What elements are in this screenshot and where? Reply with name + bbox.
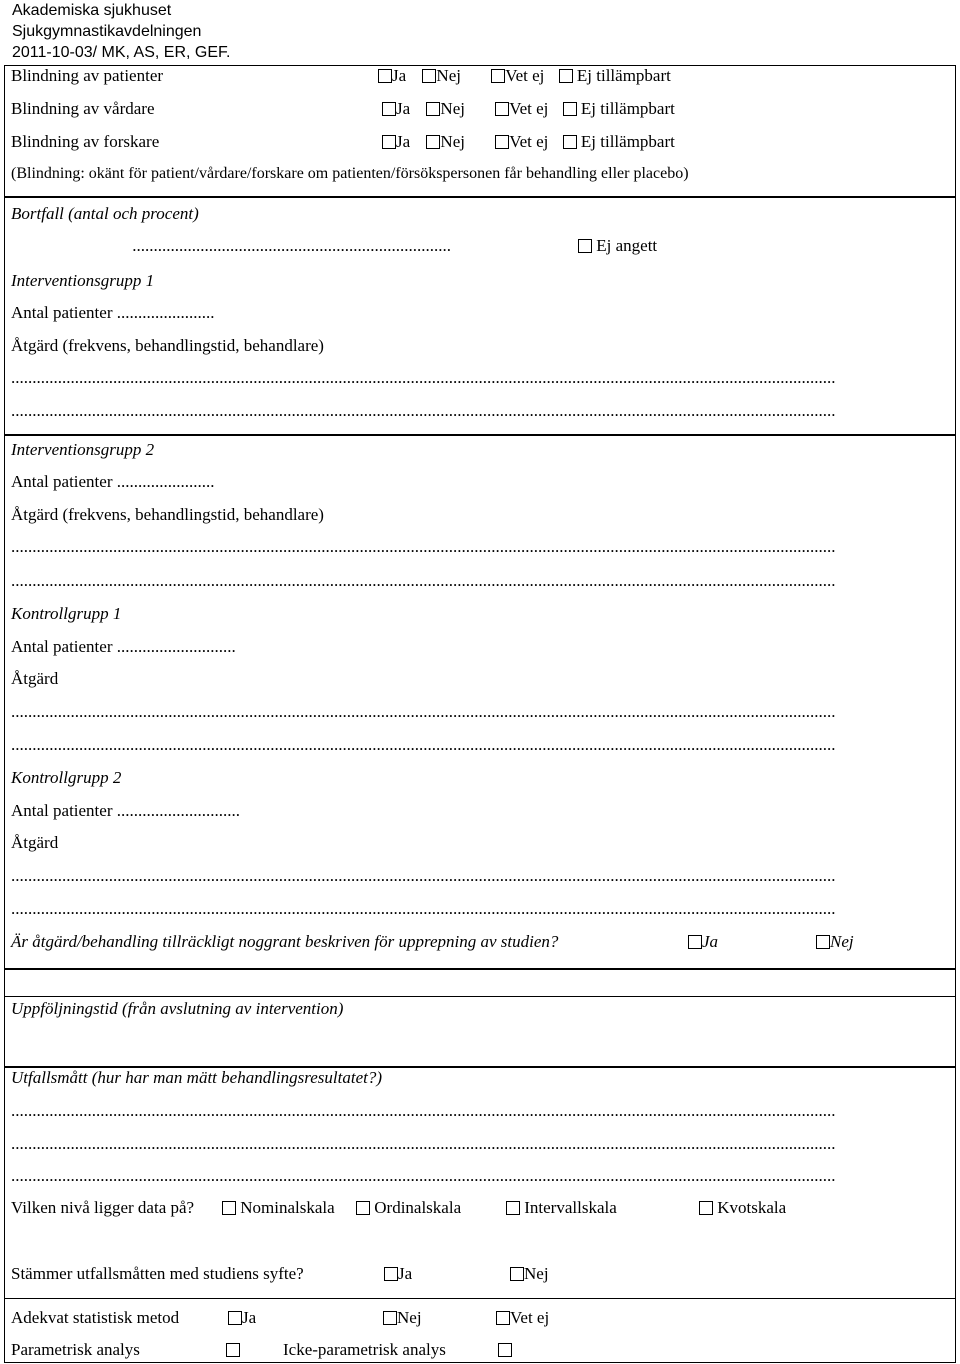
checkbox-ja[interactable]	[382, 102, 396, 116]
checkbox-nej[interactable]	[426, 135, 440, 149]
checkbox-nej[interactable]	[816, 935, 830, 949]
nonparametric-checkbox-wrap	[498, 1340, 512, 1360]
replication-question: Är åtgärd/behandling tillräckligt noggrant beskriven för upprepning av studien?	[11, 932, 559, 951]
kg1-title: Kontrollgrupp 1	[11, 604, 122, 623]
checkbox-ej-tillampbart[interactable]	[559, 69, 573, 83]
checkbox-nej[interactable]	[426, 102, 440, 116]
blinding-note: (Blindning: okänt för patient/vårdare/forskare om patienten/försökspersonen får behandling eller placebo)	[11, 165, 689, 182]
stats-vet-ej: Vet ej	[496, 1308, 549, 1328]
dropout-not-stated: Ej angett	[578, 236, 657, 256]
checkbox-nonparametric[interactable]	[498, 1343, 512, 1357]
kg1-antal[interactable]: Antal patienter ............................	[11, 637, 236, 656]
replication-nej: Nej	[816, 932, 854, 952]
org-name: Akademiska sjukhuset	[12, 2, 172, 19]
kg2-atgard: Åtgärd	[11, 833, 59, 852]
ig2-dotline[interactable]: ..................................................................................................................................................................................................	[11, 537, 836, 556]
checkbox-ja[interactable]	[228, 1311, 242, 1325]
divider	[4, 996, 956, 997]
followup-label: Uppföljningstid (från avslutning av intervention)	[11, 999, 344, 1018]
checkbox-nej[interactable]	[510, 1267, 524, 1281]
scale-ratio: Kvotskala	[699, 1198, 786, 1218]
checkbox-vet-ej[interactable]	[496, 1311, 510, 1325]
ig2-dotline[interactable]: ..................................................................................................................................................................................................	[11, 571, 836, 590]
checkbox-interval[interactable]	[506, 1201, 520, 1215]
kg2-antal[interactable]: Antal patienter .............................	[11, 801, 240, 820]
checkbox-ratio[interactable]	[699, 1201, 713, 1215]
blinding-patients-options: Ja Nej Vet ej Ej tillämpbart	[378, 66, 671, 86]
kg1-dotline[interactable]: ..................................................................................................................................................................................................	[11, 702, 836, 721]
ig1-antal[interactable]: Antal patienter .......................	[11, 303, 215, 322]
checkbox-nej[interactable]	[422, 69, 436, 83]
ig1-atgard: Åtgärd (frekvens, behandlingstid, behandlare)	[11, 336, 324, 355]
scale-question: Vilken nivå ligger data på?	[11, 1198, 195, 1217]
purpose-nej: Nej	[510, 1264, 549, 1284]
checkbox-ja[interactable]	[384, 1267, 398, 1281]
nonparametric-label: Icke-parametrisk analys	[283, 1340, 446, 1359]
ig2-title: Interventionsgrupp 2	[11, 440, 155, 459]
scale-ordinal: Ordinalskala	[356, 1198, 461, 1218]
checkbox-nominal[interactable]	[222, 1201, 236, 1215]
ig1-title: Interventionsgrupp 1	[11, 271, 155, 290]
ig2-antal[interactable]: Antal patienter .......................	[11, 472, 215, 491]
kg2-dotline[interactable]: ..................................................................................................................................................................................................	[11, 899, 836, 918]
checkbox-ja[interactable]	[688, 935, 702, 949]
stats-nej: Nej	[383, 1308, 422, 1328]
blinding-researchers-label: Blindning av forskare	[11, 132, 160, 151]
stats-ja: Ja	[228, 1308, 256, 1328]
checkbox-vet-ej[interactable]	[495, 135, 509, 149]
kg2-title: Kontrollgrupp 2	[11, 768, 122, 787]
ig1-dotline[interactable]: ..................................................................................................................................................................................................	[11, 401, 836, 420]
checkbox-ej-angett[interactable]	[578, 239, 592, 253]
dept-name: Sjukgymnastikavdelningen	[12, 23, 202, 40]
outcome-dotline[interactable]: ..................................................................................................................................................................................................	[11, 1166, 836, 1185]
outcome-dotline[interactable]: ..................................................................................................................................................................................................	[11, 1134, 836, 1153]
blinding-researchers-options: Ja Nej Vet ej Ej tillämpbart	[382, 132, 675, 152]
parametric-label: Parametrisk analys	[11, 1340, 140, 1359]
dropout-label: Bortfall (antal och procent)	[11, 204, 199, 223]
checkbox-ej-tillampbart[interactable]	[563, 102, 577, 116]
checkbox-ordinal[interactable]	[356, 1201, 370, 1215]
header-meta: 2011-10-03/ MK, AS, ER, GEF.	[12, 44, 231, 61]
stats-label: Adekvat statistisk metod	[11, 1308, 180, 1327]
checkbox-ja[interactable]	[382, 135, 396, 149]
blinding-patients-label: Blindning av patienter	[11, 66, 164, 85]
purpose-question: Stämmer utfallsmåtten med studiens syfte?	[11, 1264, 304, 1283]
dropout-field[interactable]: ...........................................................................	[132, 236, 451, 255]
kg2-dotline[interactable]: ..................................................................................................................................................................................................	[11, 866, 836, 885]
divider	[4, 1298, 956, 1299]
blinding-caregivers-options: Ja Nej Vet ej Ej tillämpbart	[382, 99, 675, 119]
checkbox-vet-ej[interactable]	[495, 102, 509, 116]
checkbox-ej-tillampbart[interactable]	[563, 135, 577, 149]
purpose-ja: Ja	[384, 1264, 412, 1284]
checkbox-parametric[interactable]	[226, 1343, 240, 1357]
blinding-caregivers-label: Blindning av vårdare	[11, 99, 155, 118]
kg1-atgard: Åtgärd	[11, 669, 59, 688]
ig1-dotline[interactable]: ..................................................................................................................................................................................................	[11, 368, 836, 387]
parametric-checkbox-wrap	[226, 1340, 240, 1360]
scale-nominal: Nominalskala	[222, 1198, 335, 1218]
outcome-label: Utfallsmått (hur har man mätt behandlingsresultatet?)	[11, 1068, 383, 1087]
outcome-dotline[interactable]: ..................................................................................................................................................................................................	[11, 1101, 836, 1120]
replication-ja: Ja	[688, 932, 718, 952]
checkbox-vet-ej[interactable]	[491, 69, 505, 83]
checkbox-nej[interactable]	[383, 1311, 397, 1325]
kg1-dotline[interactable]: ..................................................................................................................................................................................................	[11, 735, 836, 754]
checkbox-ja[interactable]	[378, 69, 392, 83]
ig2-atgard: Åtgärd (frekvens, behandlingstid, behandlare)	[11, 505, 324, 524]
scale-interval: Intervallskala	[506, 1198, 617, 1218]
